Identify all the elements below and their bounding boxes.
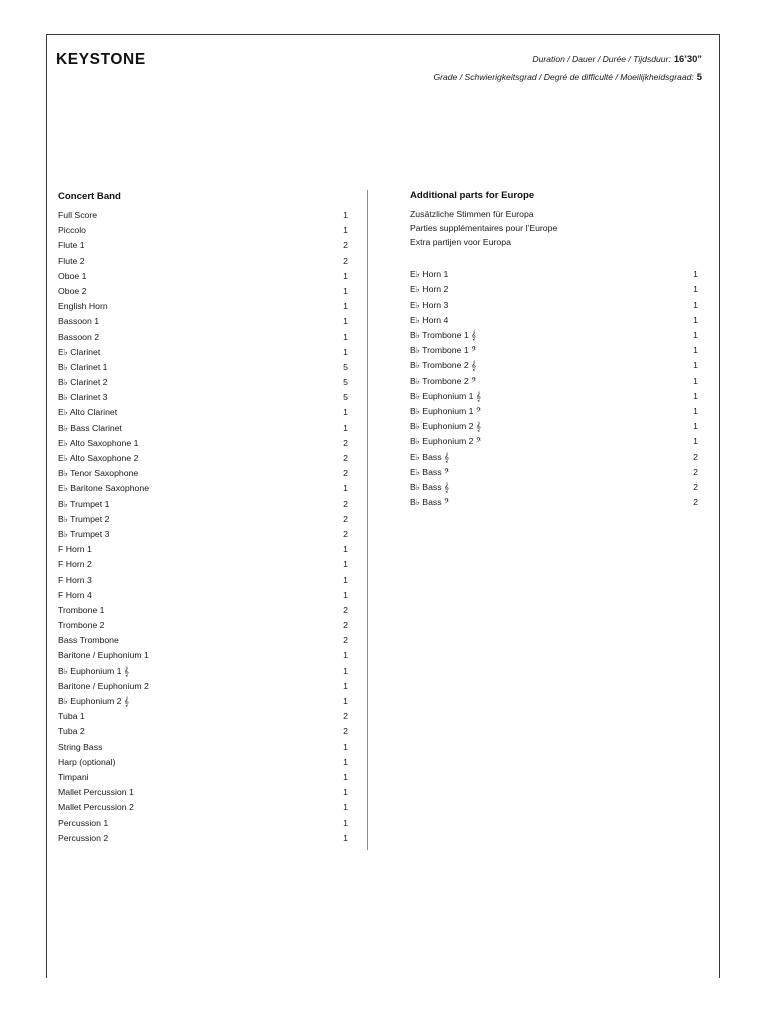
part-name: Mallet Percussion 1 bbox=[58, 787, 134, 798]
part-quantity: 2 bbox=[343, 468, 348, 479]
part-quantity: 2 bbox=[343, 498, 348, 509]
part-quantity: 2 bbox=[343, 604, 348, 615]
part-quantity: 1 bbox=[693, 421, 698, 432]
part-name: E♭ Clarinet bbox=[58, 346, 101, 357]
part-row bbox=[58, 648, 348, 663]
part-quantity: 1 bbox=[693, 390, 698, 401]
part-row bbox=[58, 709, 348, 724]
part-row bbox=[58, 831, 348, 846]
part-row bbox=[58, 816, 348, 831]
part-name: Percussion 2 bbox=[58, 832, 109, 843]
part-row bbox=[58, 421, 348, 436]
part-quantity: 1 bbox=[343, 771, 348, 782]
part-row bbox=[58, 527, 348, 542]
part-quantity: 2 bbox=[693, 497, 698, 508]
part-name: Trombone 2 bbox=[58, 620, 105, 631]
part-quantity: 1 bbox=[343, 270, 348, 281]
page-title: KEYSTONE bbox=[56, 51, 146, 68]
part-name: Flute 2 bbox=[58, 255, 85, 266]
part-name: E♭ Bass 𝄞 bbox=[410, 451, 450, 462]
part-name: Piccolo bbox=[58, 225, 87, 236]
duration-label: Duration / Dauer / Durée / Tijdsduur: bbox=[532, 54, 671, 64]
part-row bbox=[58, 269, 348, 284]
part-quantity: 1 bbox=[343, 802, 348, 813]
part-quantity: 1 bbox=[693, 330, 698, 341]
part-row bbox=[58, 557, 348, 572]
part-name: B♭ Trumpet 3 bbox=[58, 528, 110, 539]
part-name: Bassoon 2 bbox=[58, 331, 100, 342]
grade-label: Grade / Schwierigkeitsgrad / Degré de difficulté / Moeilijkheidsgraad: bbox=[433, 72, 694, 83]
part-quantity: 1 bbox=[343, 316, 348, 327]
part-quantity: 1 bbox=[343, 285, 348, 296]
part-quantity: 1 bbox=[343, 756, 348, 767]
part-row bbox=[58, 330, 348, 345]
duration-line bbox=[433, 50, 702, 68]
part-name: Flute 1 bbox=[58, 240, 85, 251]
part-row bbox=[58, 770, 348, 785]
part-row bbox=[410, 343, 698, 358]
part-quantity: 1 bbox=[343, 696, 348, 706]
part-row bbox=[58, 451, 348, 466]
part-name: F Horn 2 bbox=[58, 559, 92, 570]
additional-parts-subheadings bbox=[410, 207, 698, 249]
part-quantity: 1 bbox=[343, 346, 348, 357]
part-quantity: 2 bbox=[343, 240, 348, 251]
part-name: F Horn 3 bbox=[58, 574, 92, 585]
grade-value: 5 bbox=[696, 71, 702, 83]
part-name: E♭ Horn 1 bbox=[410, 269, 449, 280]
part-quantity: 1 bbox=[343, 483, 348, 494]
part-quantity: 2 bbox=[343, 711, 348, 722]
subheading-line: Parties supplémentaires pour l’Europe bbox=[410, 223, 558, 234]
part-name: B♭ Trombone 1 𝄢 bbox=[410, 345, 477, 356]
column-divider bbox=[367, 190, 368, 850]
part-row bbox=[410, 328, 698, 343]
part-row bbox=[58, 345, 348, 360]
part-name: B♭ Clarinet 1 bbox=[58, 361, 108, 372]
part-name: B♭ Tenor Saxophone bbox=[58, 468, 139, 479]
part-name: E♭ Horn 3 bbox=[410, 299, 449, 310]
part-row bbox=[58, 618, 348, 633]
part-name: B♭ Trombone 2 𝄢 bbox=[410, 375, 477, 386]
part-quantity: 2 bbox=[693, 466, 698, 477]
part-row bbox=[58, 436, 348, 451]
part-quantity: 1 bbox=[693, 360, 698, 371]
part-row bbox=[410, 434, 698, 449]
part-row bbox=[410, 313, 698, 328]
part-row bbox=[58, 497, 348, 512]
part-quantity: 2 bbox=[693, 451, 698, 462]
left-border-rule bbox=[46, 34, 47, 978]
duration-value: 16’30” bbox=[673, 53, 702, 64]
part-name: Tuba 1 bbox=[58, 711, 85, 722]
part-name: F Horn 1 bbox=[58, 544, 92, 555]
part-row bbox=[58, 314, 348, 329]
part-quantity: 1 bbox=[343, 225, 348, 236]
part-name: Oboe 1 bbox=[58, 270, 87, 281]
part-row bbox=[58, 755, 348, 770]
part-row bbox=[58, 284, 348, 299]
part-name: String Bass bbox=[58, 741, 103, 752]
part-name: B♭ Euphonium 1 𝄞 bbox=[58, 665, 130, 676]
part-name: Percussion 1 bbox=[58, 817, 109, 828]
part-quantity: 2 bbox=[343, 620, 348, 631]
part-name: Baritone / Euphonium 2 bbox=[58, 680, 149, 691]
right-border-rule bbox=[719, 34, 720, 978]
part-row bbox=[58, 633, 348, 648]
part-quantity: 1 bbox=[343, 407, 348, 418]
header-metadata bbox=[433, 50, 702, 87]
part-name: Timpani bbox=[58, 771, 89, 782]
part-quantity: 1 bbox=[343, 559, 348, 570]
header-rule bbox=[46, 34, 720, 35]
additional-parts-heading: Additional parts for Europe bbox=[410, 190, 535, 201]
part-quantity: 1 bbox=[693, 314, 698, 325]
part-quantity: 1 bbox=[693, 436, 698, 447]
concert-band-section bbox=[58, 191, 348, 846]
part-name: Full Score bbox=[58, 210, 98, 220]
part-quantity: 2 bbox=[343, 437, 348, 448]
grade-line bbox=[433, 68, 702, 86]
part-name: Bassoon 1 bbox=[58, 316, 100, 327]
part-name: Baritone / Euphonium 1 bbox=[58, 650, 149, 661]
part-row bbox=[58, 679, 348, 694]
part-name: F Horn 4 bbox=[58, 589, 92, 600]
concert-band-part-list bbox=[58, 208, 348, 846]
part-row bbox=[58, 664, 348, 679]
part-name: B♭ Trumpet 2 bbox=[58, 513, 110, 524]
part-quantity: 1 bbox=[693, 284, 698, 295]
part-name: Trombone 1 bbox=[58, 604, 105, 615]
part-quantity: 1 bbox=[343, 422, 348, 433]
part-quantity: 1 bbox=[343, 301, 348, 312]
subheading-line: Zusätzliche Stimmen für Europa bbox=[410, 209, 534, 219]
part-row bbox=[58, 573, 348, 588]
part-name: B♭ Trombone 1 𝄞 bbox=[410, 330, 477, 341]
subheading-line: Extra partijen voor Europa bbox=[410, 237, 511, 248]
part-quantity: 1 bbox=[693, 345, 698, 356]
part-name: B♭ Trombone 2 𝄞 bbox=[410, 360, 477, 371]
part-row bbox=[58, 360, 348, 375]
part-row bbox=[410, 282, 698, 297]
part-quantity: 2 bbox=[343, 513, 348, 524]
part-row bbox=[58, 785, 348, 800]
part-row bbox=[410, 480, 698, 495]
part-name: E♭ Bass 𝄢 bbox=[410, 466, 450, 477]
part-quantity: 5 bbox=[343, 392, 348, 403]
part-name: B♭ Clarinet 2 bbox=[58, 377, 108, 388]
part-name: Oboe 2 bbox=[58, 285, 87, 296]
concert-band-heading: Concert Band bbox=[58, 191, 121, 202]
part-row bbox=[58, 740, 348, 755]
part-row bbox=[410, 404, 698, 419]
part-row bbox=[58, 603, 348, 618]
part-quantity: 2 bbox=[343, 255, 348, 266]
part-name: B♭ Euphonium 2 𝄞 bbox=[58, 696, 130, 706]
part-name: B♭ Trumpet 1 bbox=[58, 498, 110, 509]
part-row bbox=[58, 588, 348, 603]
part-quantity: 1 bbox=[693, 269, 698, 280]
part-name: B♭ Euphonium 1 𝄞 bbox=[410, 390, 482, 401]
part-name: E♭ Alto Saxophone 2 bbox=[58, 453, 139, 463]
part-name: B♭ Clarinet 3 bbox=[58, 392, 108, 403]
part-name: Harp (optional) bbox=[58, 756, 116, 767]
part-quantity: 1 bbox=[343, 210, 348, 220]
part-row bbox=[58, 694, 348, 709]
part-row bbox=[58, 223, 348, 238]
part-quantity: 1 bbox=[343, 331, 348, 342]
part-row bbox=[58, 390, 348, 405]
part-name: Bass Trombone bbox=[58, 635, 119, 646]
part-quantity: 1 bbox=[343, 665, 348, 676]
part-row bbox=[58, 238, 348, 253]
part-name: E♭ Horn 4 bbox=[410, 314, 449, 325]
part-row bbox=[58, 800, 348, 815]
part-quantity: 1 bbox=[343, 574, 348, 585]
part-row bbox=[58, 299, 348, 314]
part-quantity: 2 bbox=[343, 453, 348, 463]
part-row bbox=[410, 389, 698, 404]
part-row bbox=[58, 542, 348, 557]
part-quantity: 1 bbox=[343, 544, 348, 555]
part-row bbox=[58, 254, 348, 269]
part-name: B♭ Euphonium 1 𝄢 bbox=[410, 405, 482, 416]
part-name: E♭ Baritone Saxophone bbox=[58, 483, 150, 494]
part-quantity: 1 bbox=[693, 405, 698, 416]
part-quantity: 2 bbox=[343, 528, 348, 539]
part-quantity: 1 bbox=[343, 817, 348, 828]
part-row bbox=[410, 358, 698, 373]
part-name: B♭ Euphonium 2 𝄞 bbox=[410, 421, 482, 432]
additional-parts-list bbox=[410, 267, 698, 510]
part-row bbox=[58, 724, 348, 739]
part-name: B♭ Bass 𝄞 bbox=[410, 481, 450, 492]
part-row bbox=[58, 512, 348, 527]
additional-parts-section bbox=[410, 190, 698, 510]
part-quantity: 1 bbox=[343, 589, 348, 600]
part-row bbox=[410, 450, 698, 465]
part-name: English Horn bbox=[58, 301, 108, 312]
part-row bbox=[410, 374, 698, 389]
part-row bbox=[58, 481, 348, 496]
part-name: B♭ Bass Clarinet bbox=[58, 422, 122, 433]
part-quantity: 1 bbox=[343, 650, 348, 661]
part-quantity: 1 bbox=[693, 299, 698, 310]
part-row bbox=[58, 208, 348, 223]
part-row bbox=[410, 298, 698, 313]
part-quantity: 1 bbox=[693, 375, 698, 386]
part-quantity: 1 bbox=[343, 832, 348, 843]
part-quantity: 1 bbox=[343, 741, 348, 752]
part-row bbox=[58, 375, 348, 390]
part-row bbox=[58, 466, 348, 481]
part-name: E♭ Alto Saxophone 1 bbox=[58, 437, 139, 448]
part-name: B♭ Euphonium 2 𝄢 bbox=[410, 436, 482, 447]
section-spacer bbox=[410, 253, 698, 265]
part-quantity: 2 bbox=[343, 635, 348, 646]
part-row bbox=[58, 405, 348, 420]
part-name: Mallet Percussion 2 bbox=[58, 802, 134, 813]
part-quantity: 5 bbox=[343, 361, 348, 372]
part-row bbox=[410, 267, 698, 282]
part-name: Tuba 2 bbox=[58, 726, 85, 737]
part-quantity: 1 bbox=[343, 680, 348, 691]
part-row bbox=[410, 465, 698, 480]
part-name: B♭ Bass 𝄢 bbox=[410, 497, 450, 508]
part-row bbox=[410, 419, 698, 434]
part-quantity: 5 bbox=[343, 377, 348, 388]
part-quantity: 2 bbox=[343, 726, 348, 737]
part-row bbox=[410, 495, 698, 510]
part-quantity: 1 bbox=[343, 787, 348, 798]
part-quantity: 2 bbox=[693, 481, 698, 492]
part-name: E♭ Alto Clarinet bbox=[58, 407, 118, 418]
part-name: E♭ Horn 2 bbox=[410, 284, 449, 295]
